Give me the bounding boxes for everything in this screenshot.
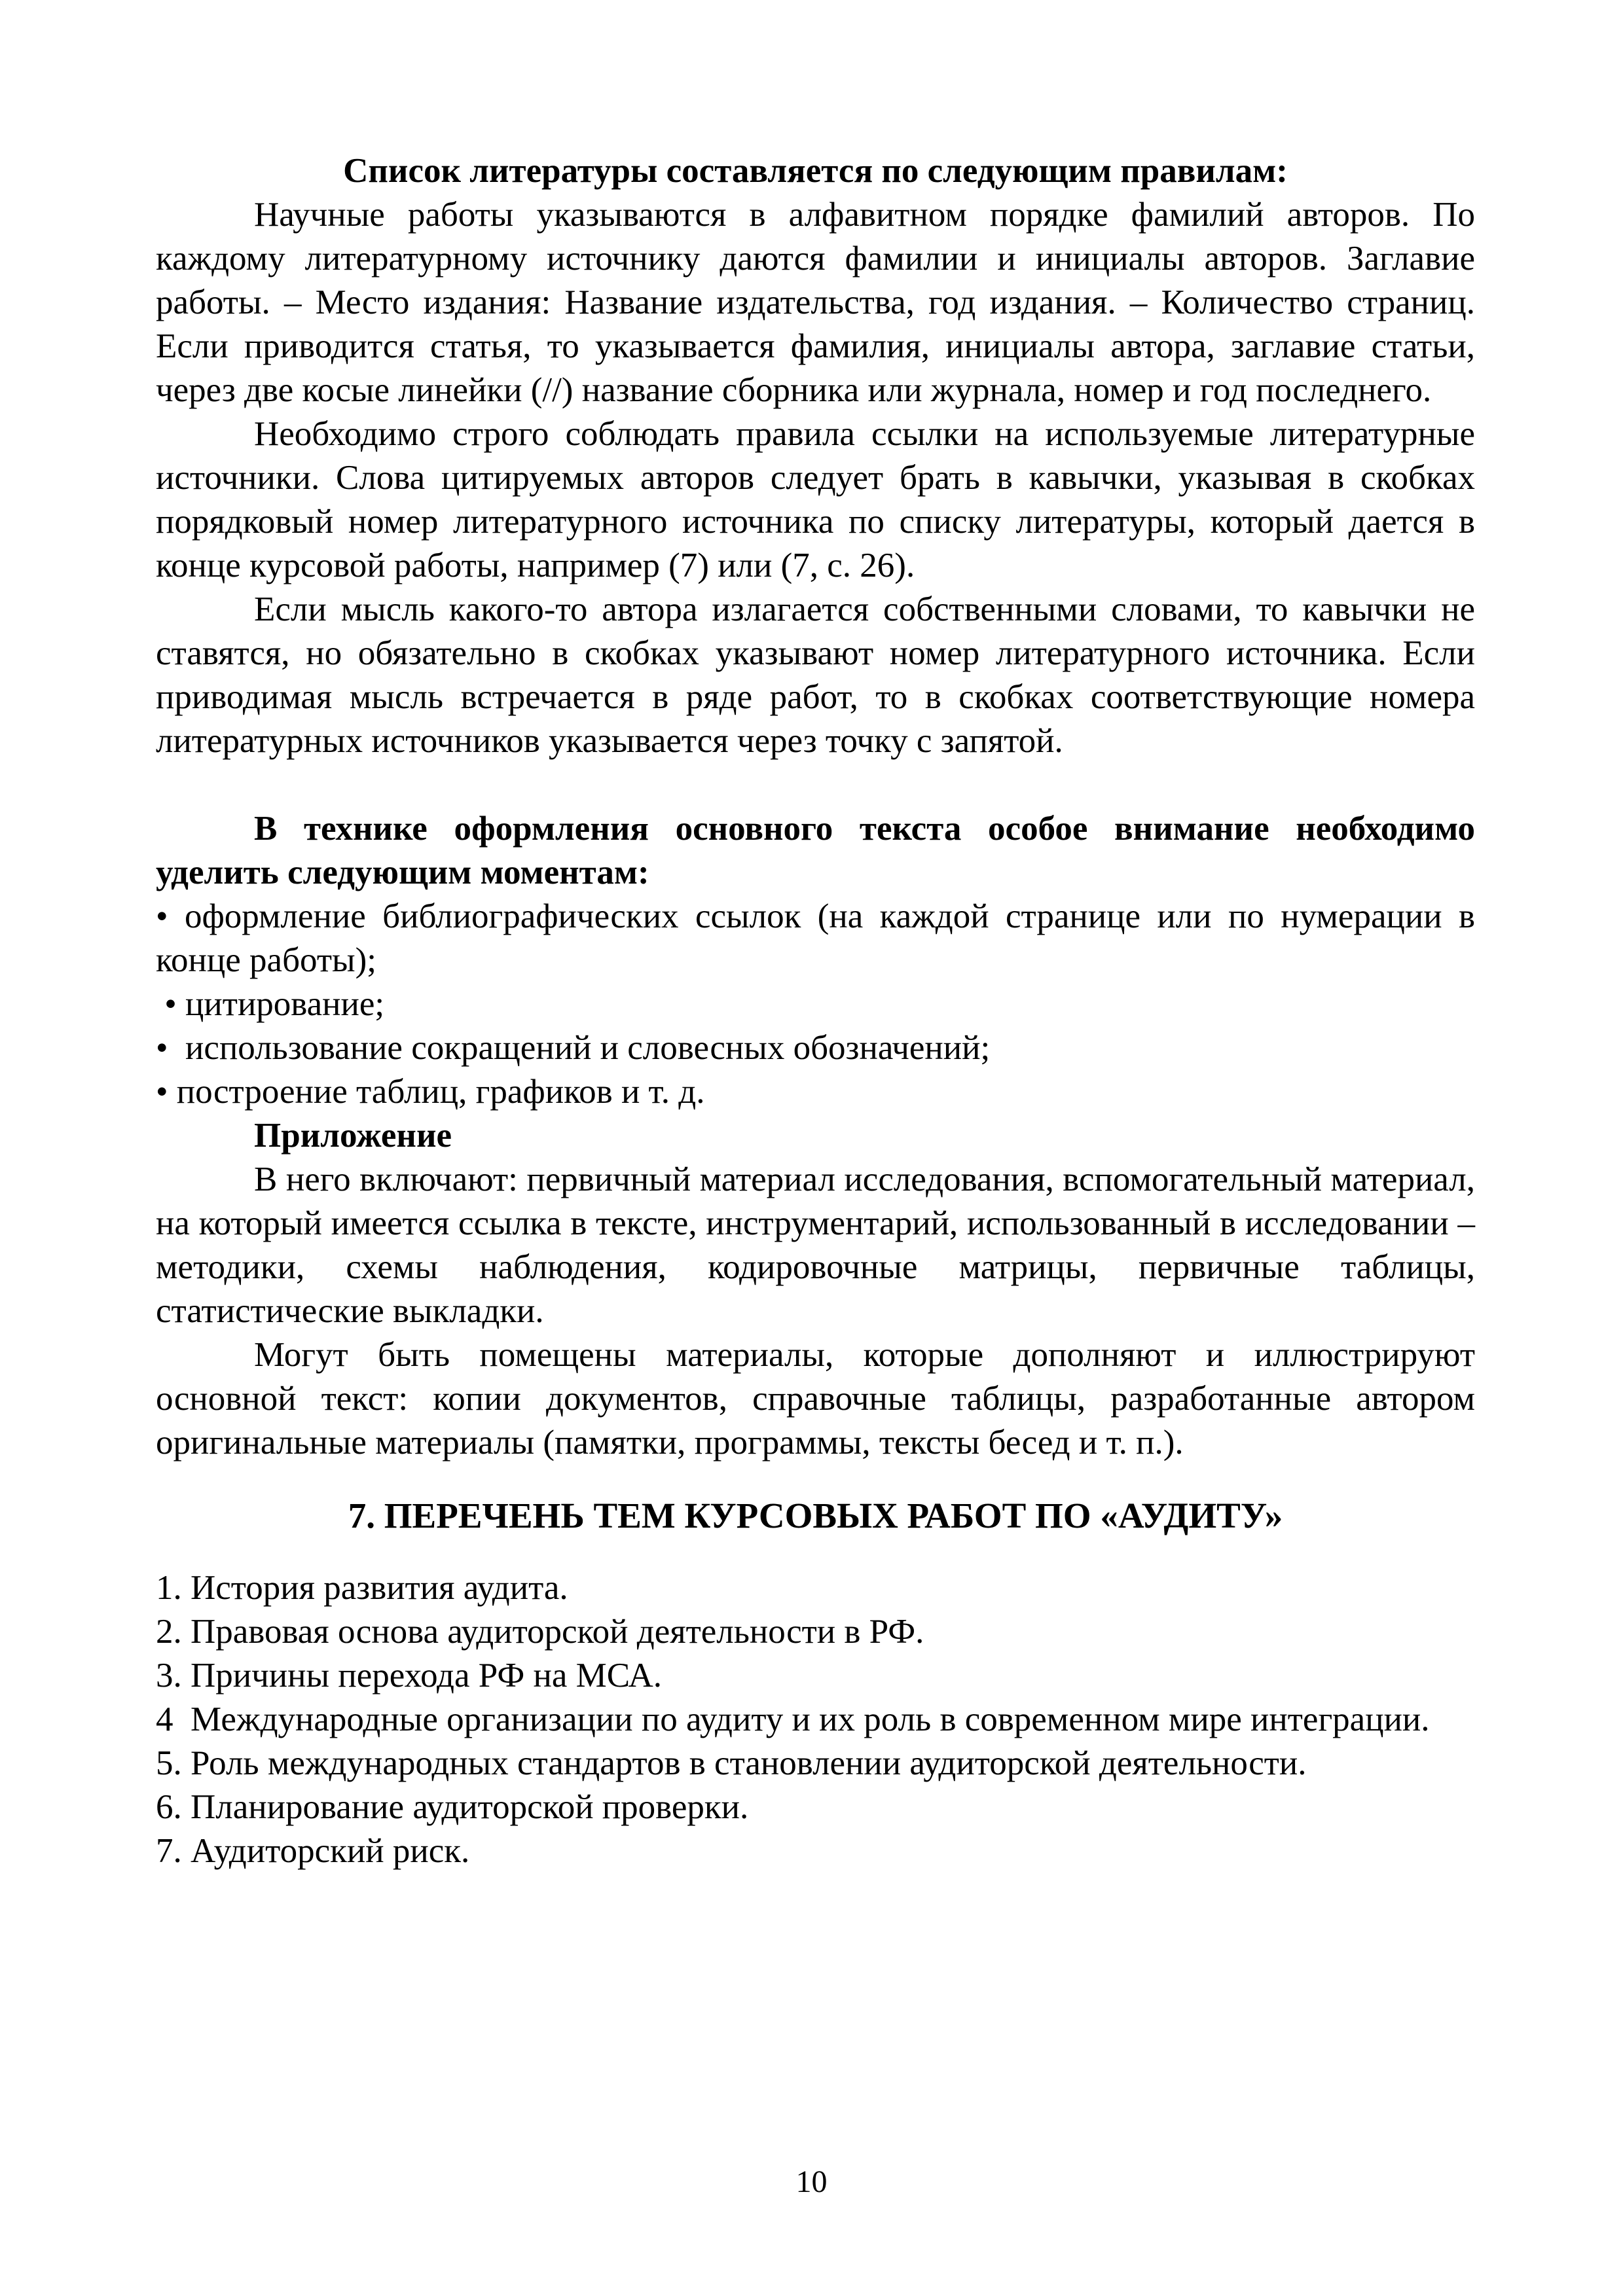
technique-bullet-4: • построение таблиц, графиков и т. д. xyxy=(156,1073,705,1111)
page-number: 10 xyxy=(795,2164,828,2199)
rules-paragraph-3: Если мысль какого-то автора излагается собственными словами, то кавычки не ставятся, но обязательно в скобках указывают номер литературного источника. Если приводимая мысль встречается в ряде работ, то в скобках соответствующие номера литературных источников указывается через точку с запятой. xyxy=(156,590,1475,760)
appendix-heading: Приложение xyxy=(254,1117,452,1155)
page-content xyxy=(156,149,1475,1873)
appendix-paragraph-1: В него включают: первичный материал исследования, вспомогательный материал, на который имеется ссылка в тексте, инструментарий, использованный в исследовании – методики, схемы наблюдения, кодировочные матрицы, первичные таблицы, статистические выкладки. xyxy=(156,1160,1475,1330)
spacer xyxy=(156,1465,1475,1494)
technique-bullet-2: • цитирование; xyxy=(156,985,385,1023)
technique-bullet-1: • оформление библиографических ссылок (на каждой странице или по нумерации в конце работы); xyxy=(156,897,1475,979)
topic-item: 5. Роль международных стандартов в становлении аудиторской деятельности. xyxy=(156,1744,1307,1782)
topic-item: 2. Правовая основа аудиторской деятельности в РФ. xyxy=(156,1613,924,1651)
topic-item: 3. Причины перехода РФ на МСА. xyxy=(156,1657,662,1695)
spacer xyxy=(156,763,1475,807)
rules-heading: Список литературы составляется по следующим правилам: xyxy=(343,152,1288,190)
rules-paragraph-2: Необходимо строго соблюдать правила ссылки на используемые литературные источники. Слова цитируемых авторов следует брать в кавычки, указывая в скобках порядковый номер литературного источника по списку литературы, который дается в конце курсовой работы, например (7) или (7, с. 26). xyxy=(156,415,1475,584)
rules-paragraph-1: Научные работы указываются в алфавитном порядке фамилий авторов. По каждому литературному источнику даются фамилии и инициалы авторов. Заглавие работы. – Место издания: Название издательства, год издания. – Количество страниц. Если приводится статья, то указывается фамилия, инициалы автора, заглавие статьи, через две косые линейки (//) название сборника или журнала, номер и год последнего. xyxy=(156,196,1475,409)
topic-item: 7. Аудиторский риск. xyxy=(156,1832,470,1870)
appendix-paragraph-2: Могут быть помещены материалы, которые дополняют и иллюстрируют основной текст: копии документов, справочные таблицы, разработанные автором оригинальные материалы (памятки, программы, тексты бесед и т. п.). xyxy=(156,1336,1475,1462)
topic-item: 6. Планирование аудиторской проверки. xyxy=(156,1788,749,1826)
topic-item: 1. История развития аудита. xyxy=(156,1569,568,1607)
technique-bullet-3: • использование сокращений и словесных обозначений; xyxy=(156,1029,991,1067)
topic-item: 4 Международные организации по аудиту и их роль в современном мире интеграции. xyxy=(156,1700,1430,1738)
topics-heading: 7. ПЕРЕЧЕНЬ ТЕМ КУРСОВЫХ РАБОТ ПО «АУДИТУ» xyxy=(348,1496,1283,1535)
spacer xyxy=(156,1537,1475,1566)
technique-heading: В технике оформления основного текста особое внимание необходимо уделить следующим моментам: xyxy=(156,810,1475,891)
